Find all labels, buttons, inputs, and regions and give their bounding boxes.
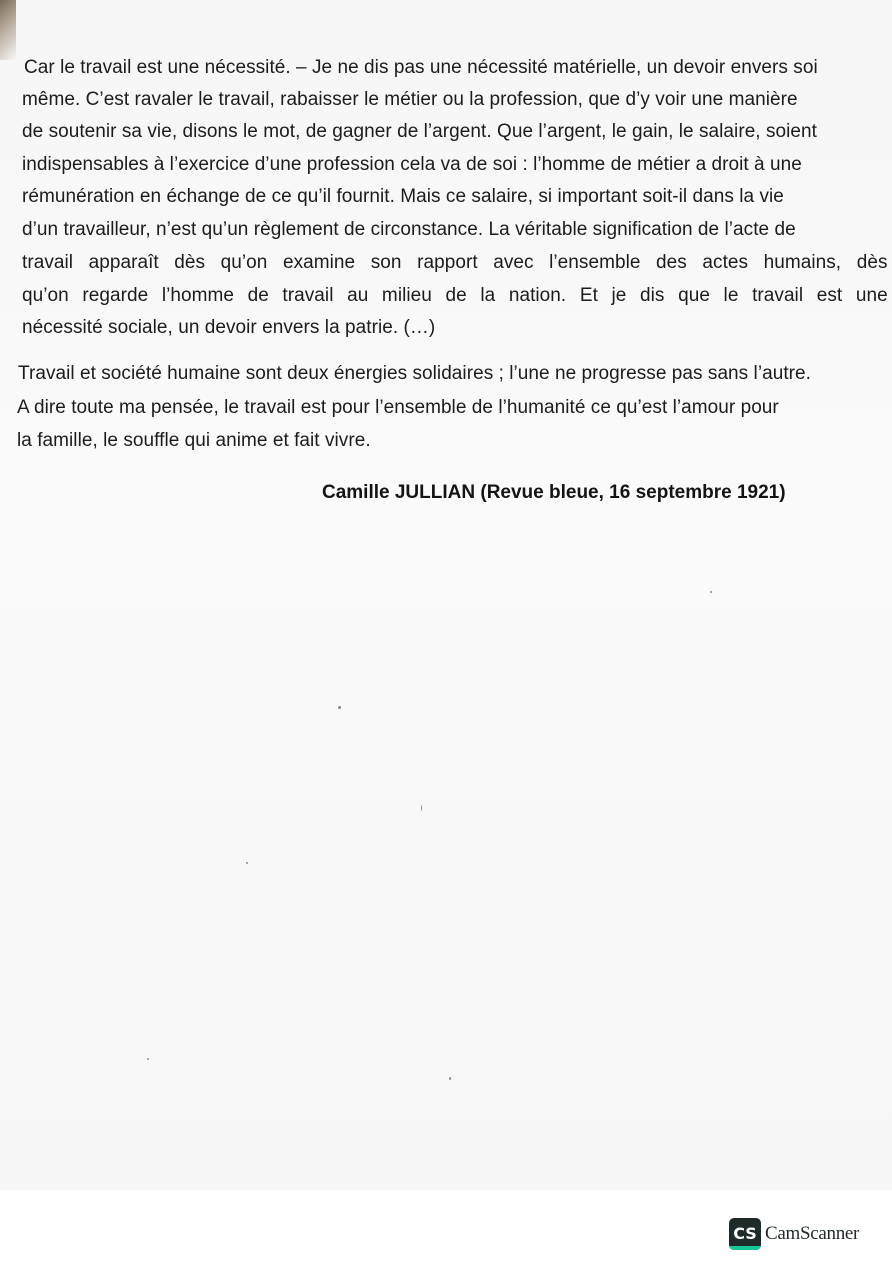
paragraph-1-line-6: d’un travailleur, n’est qu’un règlement de circonstance. La véritable signification de l’acte de <box>22 219 796 240</box>
scan-speck <box>147 1058 149 1060</box>
scan-speck <box>710 591 712 593</box>
author-signature: Camille JULLIAN (Revue bleue, 16 septembre 1921) <box>322 482 786 503</box>
camscanner-logo-icon: CS <box>729 1218 761 1250</box>
paragraph-1-line-1: Car le travail est une nécessité. – Je ne dis pas une nécessité matérielle, un devoir envers soi <box>24 57 818 78</box>
paragraph-1-line-4: indispensables à l’exercice d’une profession cela va de soi : l’homme de métier a droit à une <box>22 154 802 175</box>
page-corner-shadow <box>0 0 16 60</box>
camscanner-watermark <box>729 1218 859 1250</box>
scan-speck <box>338 706 341 709</box>
scan-speck <box>421 805 422 811</box>
paragraph-2-line-3: la famille, le souffle qui anime et fait vivre. <box>17 430 371 451</box>
paragraph-2-line-1: Travail et société humaine sont deux énergies solidaires ; l’une ne progresse pas sans l’autre. <box>18 363 811 384</box>
scan-speck <box>449 1077 451 1080</box>
paragraph-1-line-3: de soutenir sa vie, disons le mot, de gagner de l’argent. Que l’argent, le gain, le salaire, soient <box>22 121 817 142</box>
camscanner-app-name: CamScanner <box>765 1223 860 1244</box>
scan-speck <box>246 862 248 864</box>
paragraph-1-line-2: même. C’est ravaler le travail, rabaisser le métier ou la profession, que d’y voir une manière <box>22 89 798 110</box>
paragraph-1-line-8: qu’on regarde l’homme de travail au milieu de la nation. Et je dis que le travail est une <box>22 285 888 306</box>
paragraph-1-line-7: travail apparaît dès qu’on examine son rapport avec l’ensemble des actes humains, dès <box>22 252 888 273</box>
paragraph-1-line-9: nécessité sociale, un devoir envers la patrie. (…) <box>22 317 436 338</box>
paragraph-2-line-2: A dire toute ma pensée, le travail est pour l’ensemble de l’humanité ce qu’est l’amour pour <box>17 397 779 418</box>
paragraph-1-line-5: rémunération en échange de ce qu’il fournit. Mais ce salaire, si important soit-il dans la vie <box>22 186 784 207</box>
